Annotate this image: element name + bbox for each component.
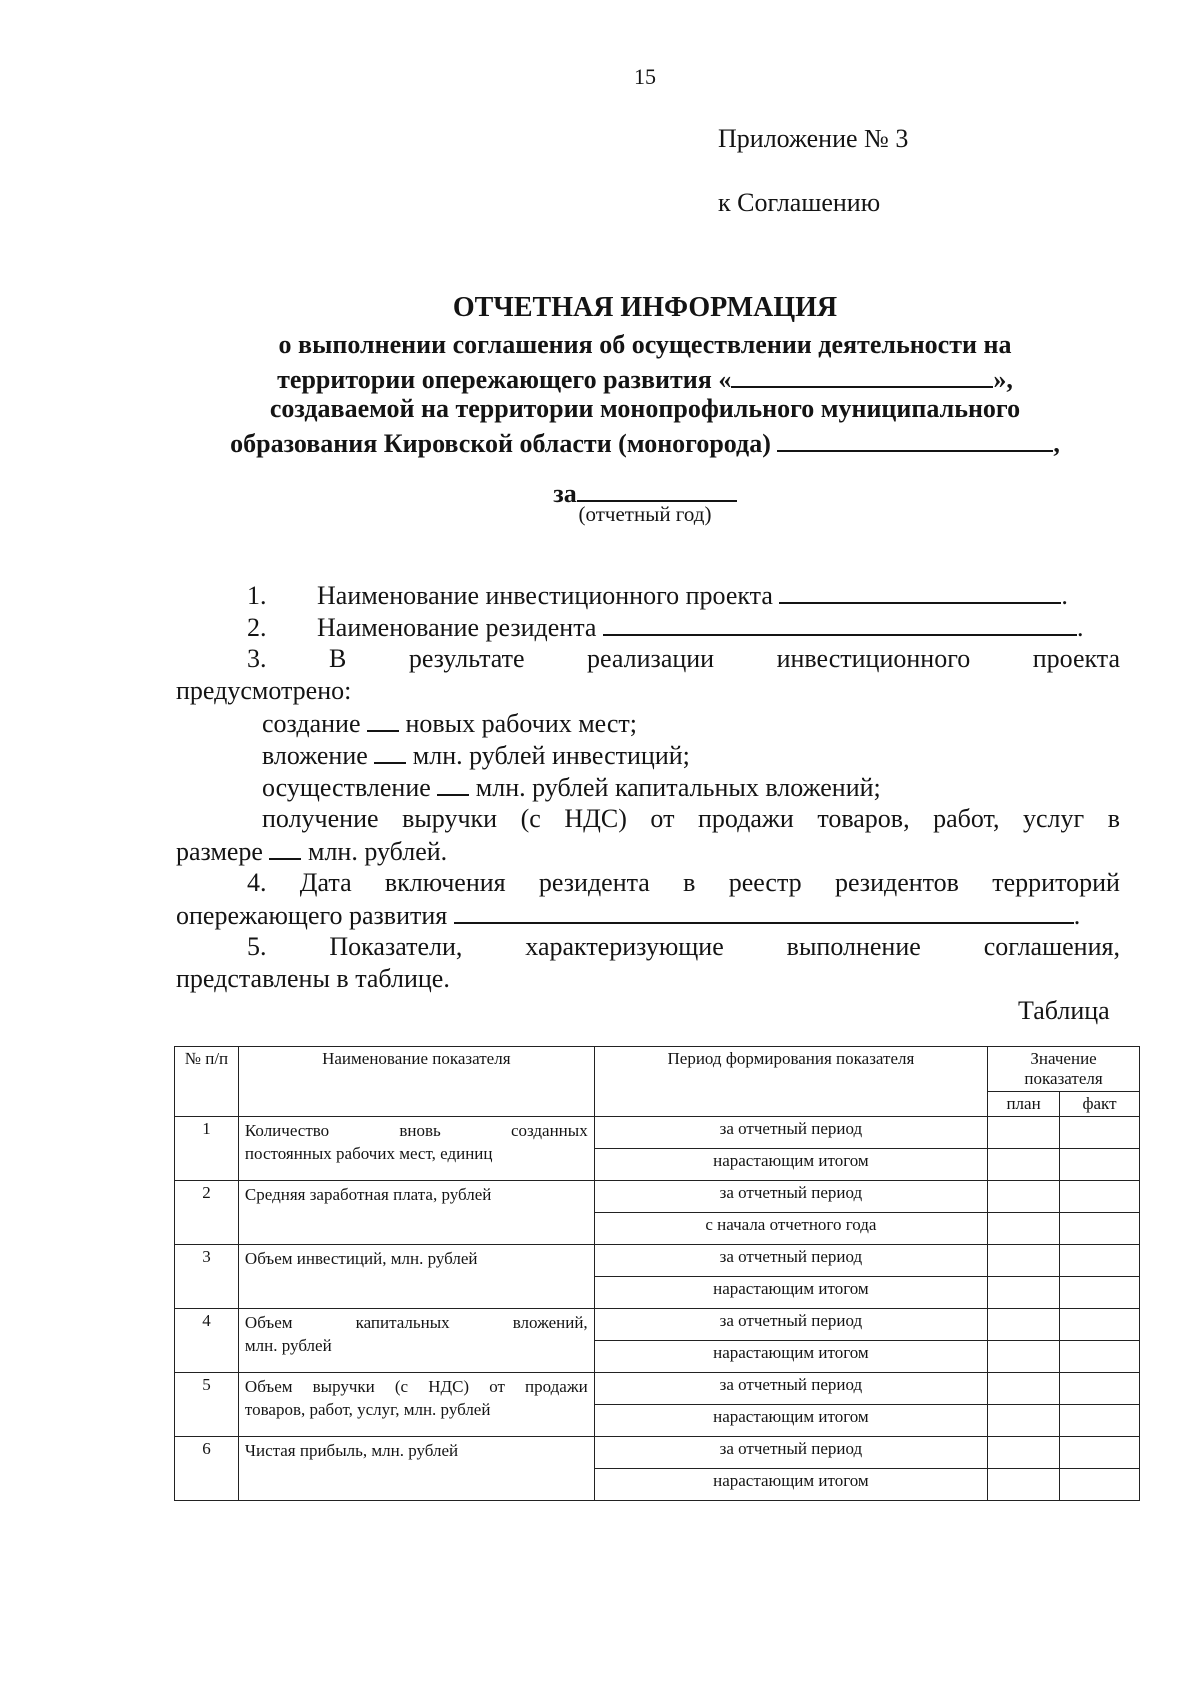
item-4-word: резидентов (834, 868, 959, 897)
row-number: 6 (175, 1437, 239, 1501)
bullet-investment-a: вложение (262, 741, 368, 770)
item-4-number: 4. (247, 868, 267, 897)
heading-line-1: о выполнении соглашения об осуществлении деятельности на (278, 330, 1012, 359)
bullet-investment-b: млн. рублей инвестиций; (412, 741, 690, 770)
item-4-cont-text: опережающего развития (176, 901, 448, 930)
registry-date-blank (454, 900, 1074, 924)
item-3-continuation: предусмотрено: (176, 676, 352, 705)
item-4-word: Дата (299, 868, 352, 897)
plan-cell[interactable] (988, 1181, 1060, 1213)
plan-cell[interactable] (988, 1469, 1060, 1501)
annex-agreement: к Соглашению (718, 188, 881, 217)
for-prefix: за (553, 479, 577, 508)
capital-blank (437, 772, 469, 796)
row-name-word: капитальных (355, 1313, 450, 1332)
item-4-word: резидента (538, 868, 650, 897)
revenue-cont-b: млн. рублей. (307, 837, 448, 866)
row-name-word: выручки (312, 1377, 375, 1396)
table-row (175, 1117, 1140, 1149)
header-value: Значение показателя (988, 1047, 1140, 1092)
row-name-line (245, 1119, 588, 1142)
bullet-jobs-a: создание (262, 709, 361, 738)
plan-cell[interactable] (988, 1405, 1060, 1437)
revenue-word: в (1107, 804, 1120, 833)
reporting-year-blank (577, 478, 737, 502)
bullet-jobs-b: новых рабочих мест; (405, 709, 637, 738)
fact-cell[interactable] (1060, 1181, 1140, 1213)
heading-line-2 (0, 364, 1200, 395)
table-caption: Таблица (1018, 996, 1110, 1025)
item-5-continuation: представлены в таблице. (176, 964, 450, 993)
revenue-word: получение (262, 804, 379, 833)
fact-cell[interactable] (1060, 1437, 1140, 1469)
item-5-word: Показатели, (329, 932, 463, 961)
item-3 (247, 644, 1120, 674)
resident-name-blank (603, 612, 1077, 636)
jobs-blank (367, 708, 399, 732)
row-indicator-name: Объем инвестиций, млн. рублей (238, 1245, 594, 1309)
revenue-word: работ, (933, 804, 1000, 833)
row-name-word: вновь (399, 1121, 441, 1140)
revenue-word: выручки (402, 804, 498, 833)
plan-cell[interactable] (988, 1341, 1060, 1373)
plan-cell[interactable] (988, 1117, 1060, 1149)
row-period: нарастающим итогом (594, 1469, 987, 1501)
annex-number: Приложение № 3 (718, 124, 909, 153)
row-number: 3 (175, 1245, 239, 1309)
fact-cell[interactable] (1060, 1117, 1140, 1149)
item-5-word: выполнение (786, 932, 921, 961)
row-indicator-name (238, 1309, 594, 1373)
table-row (175, 1245, 1140, 1277)
row-name-word: Количество (244, 1121, 330, 1140)
plan-cell[interactable] (988, 1277, 1060, 1309)
revenue-word: НДС) (564, 804, 627, 833)
item-2-end: . (1076, 613, 1084, 642)
revenue-blank (269, 836, 301, 860)
fact-cell[interactable] (1060, 1213, 1140, 1245)
item-2 (247, 612, 1083, 643)
fact-cell[interactable] (1060, 1469, 1140, 1501)
row-period: за отчетный период (594, 1181, 987, 1213)
row-period: за отчетный период (594, 1437, 987, 1469)
item-4-word: включения (384, 868, 506, 897)
fact-cell[interactable] (1060, 1309, 1140, 1341)
plan-cell[interactable] (988, 1149, 1060, 1181)
item-3-word: проекта (1032, 644, 1120, 673)
bullet-jobs (262, 708, 637, 739)
row-name-word: Объем (244, 1313, 293, 1332)
item-1-number: 1. (247, 581, 267, 610)
row-period: нарастающим итогом (594, 1341, 987, 1373)
plan-cell[interactable] (988, 1373, 1060, 1405)
row-period: с начала отчетного года (594, 1213, 987, 1245)
bullet-capital-a: осуществление (262, 773, 431, 802)
bullet-capital (262, 772, 881, 803)
document-title: ОТЧЕТНАЯ ИНФОРМАЦИЯ (452, 292, 838, 323)
row-period: нарастающим итогом (594, 1405, 987, 1437)
fact-cell[interactable] (1060, 1373, 1140, 1405)
fact-cell[interactable] (1060, 1405, 1140, 1437)
item-2-number: 2. (247, 613, 267, 642)
heading-line-2-prefix: территории опережающего развития « (277, 365, 732, 394)
row-name-line (245, 1375, 588, 1398)
row-name-word: НДС) (428, 1377, 470, 1396)
revenue-word: продажи (697, 804, 794, 833)
row-indicator-name: Чистая прибыль, млн. рублей (238, 1437, 594, 1501)
heading-line-4-prefix: образования Кировской области (моногорода) (230, 429, 771, 458)
row-period: за отчетный период (594, 1373, 987, 1405)
heading-line-3: создаваемой на территории монопрофильного муниципального (269, 394, 1021, 423)
row-name-word: (с (394, 1377, 409, 1396)
item-4-continuation (176, 900, 1080, 931)
revenue-cont-a: размере (176, 837, 263, 866)
page-number: 15 (634, 64, 656, 89)
plan-cell[interactable] (988, 1437, 1060, 1469)
bullet-investment (262, 740, 690, 771)
row-number: 2 (175, 1181, 239, 1245)
table-row (175, 1373, 1140, 1405)
row-period: за отчетный период (594, 1245, 987, 1277)
revenue-word: (с (520, 804, 541, 833)
plan-cell[interactable] (988, 1309, 1060, 1341)
item-3-number: 3. (247, 644, 267, 673)
item-4-word: территорий (992, 868, 1120, 897)
table-header-row (175, 1047, 1140, 1092)
fact-cell[interactable] (1060, 1341, 1140, 1373)
row-period: нарастающим итогом (594, 1149, 987, 1181)
row-indicator-name (238, 1117, 594, 1181)
project-name-blank (779, 580, 1061, 604)
table-row (175, 1181, 1140, 1213)
header-fact: факт (1060, 1092, 1140, 1117)
header-period: Период формирования показателя (594, 1047, 987, 1117)
investment-blank (374, 740, 406, 764)
row-name-rest: постоянных рабочих мест, единиц (244, 1144, 493, 1163)
indicators-table (174, 1046, 1140, 1501)
item-4-end: . (1073, 901, 1081, 930)
fact-cell[interactable] (1060, 1149, 1140, 1181)
bullet-revenue-continuation (176, 836, 447, 867)
item-1-end: . (1061, 581, 1068, 610)
item-3-word: В (328, 644, 347, 673)
heading-line-4 (0, 428, 1200, 459)
plan-cell[interactable] (988, 1213, 1060, 1245)
row-number: 5 (175, 1373, 239, 1437)
revenue-word: товаров, (817, 804, 910, 833)
fact-cell[interactable] (1060, 1277, 1140, 1309)
fact-cell[interactable] (1060, 1245, 1140, 1277)
row-period: нарастающим итогом (594, 1277, 987, 1309)
revenue-word: от (650, 804, 675, 833)
plan-cell[interactable] (988, 1245, 1060, 1277)
bullet-capital-b: млн. рублей капитальных вложений; (475, 773, 881, 802)
table-row (175, 1309, 1140, 1341)
row-name-word: созданных (510, 1121, 588, 1140)
heading-line-4-suffix: , (1053, 429, 1060, 458)
row-name-line (245, 1311, 588, 1334)
item-3-word: результате (408, 644, 525, 673)
row-indicator-name: Средняя заработная плата, рублей (238, 1181, 594, 1245)
item-4-word: реестр (728, 868, 802, 897)
item-3-word: инвестиционного (776, 644, 971, 673)
row-number: 4 (175, 1309, 239, 1373)
header-num: № п/п (175, 1047, 239, 1117)
row-name-word: Объем (244, 1377, 293, 1396)
row-period: за отчетный период (594, 1117, 987, 1149)
item-5-word: соглашения, (983, 932, 1120, 961)
revenue-word: услуг (1023, 804, 1085, 833)
row-name-word: вложений, (512, 1313, 588, 1332)
item-2-label: Наименование резидента (317, 613, 597, 642)
row-indicator-name (238, 1373, 594, 1437)
bullet-revenue (262, 804, 1120, 834)
item-4-word: в (683, 868, 696, 897)
item-4 (247, 868, 1120, 898)
item-3-word: реализации (587, 644, 715, 673)
header-plan: план (988, 1092, 1060, 1117)
item-1-label: Наименование инвестиционного проекта (317, 581, 773, 610)
item-1 (247, 580, 1068, 611)
row-name-word: от (489, 1377, 505, 1396)
row-name-rest: млн. рублей (244, 1336, 332, 1355)
row-number: 1 (175, 1117, 239, 1181)
table-row (175, 1437, 1140, 1469)
item-5-number: 5. (247, 932, 267, 961)
year-note: (отчетный год) (578, 502, 712, 526)
header-name: Наименование показателя (238, 1047, 594, 1117)
territory-name-blank (731, 364, 993, 388)
item-5 (247, 932, 1120, 962)
row-name-word: продажи (525, 1377, 588, 1396)
monotown-name-blank (777, 428, 1053, 452)
item-5-word: характеризующие (525, 932, 724, 961)
row-period: за отчетный период (594, 1309, 987, 1341)
row-name-rest: товаров, работ, услуг, млн. рублей (244, 1400, 491, 1419)
heading-line-2-suffix: », (993, 365, 1013, 394)
